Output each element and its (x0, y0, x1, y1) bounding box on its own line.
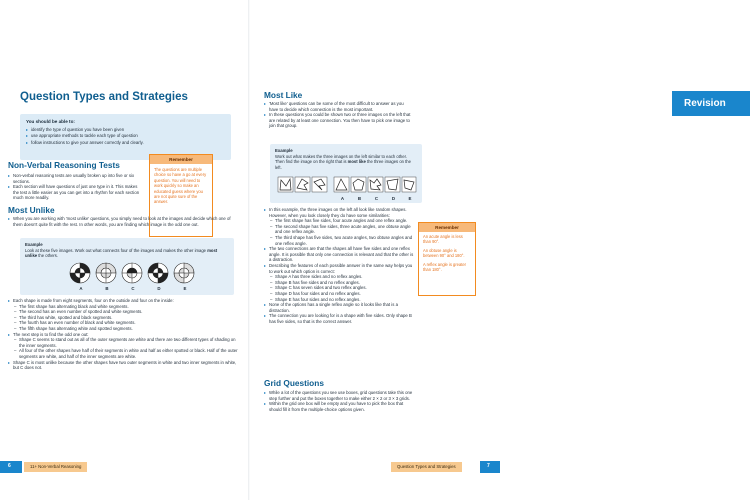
remember-text: The questions are multiple choice so have a go at every question. You will need to work quickly so make an educated guess where you are not quite sure of the answer. (154, 167, 207, 205)
example-box-left (20, 238, 234, 295)
body-subitem: – The fifth shape has alternating white and spotted segments. (8, 326, 240, 332)
body-subitem: – The first shape has alternating black and white segments. (8, 304, 240, 310)
most-unlike-heading: Most Unlike (8, 205, 55, 215)
remember-line: An obtuse angle is between 90° and 180°. (423, 247, 465, 259)
body-bullet: ▸ The connection you are looking for is a shape with five sides. Only shape B has five sides, so that is the correct answer. (264, 313, 414, 324)
remember-title: Remember (150, 155, 212, 164)
remember-title: Remember (419, 223, 475, 232)
intro-bullet: ▸ 'Most like' questions can be some of the most difficult to answer as you have to decide which connection is the most important. (264, 101, 414, 112)
option-label: D (157, 286, 161, 291)
footer-label-right: Question Types and Strategies (391, 462, 462, 472)
revision-tab: Revision (672, 91, 750, 116)
example-text: Work out what makes the three images on the left similar to each other. Then find the image on the right that is most like the three images on the left. (275, 154, 411, 170)
objective-item: ▸ identify the type of question you have been given (26, 127, 226, 133)
nvr-heading: Non-Verbal Reasoning Tests (8, 160, 120, 170)
body-subitem: – Shape E has four sides and no reflex angles. (264, 297, 414, 303)
option-label: C (131, 286, 135, 291)
objectives-heading: You should be able to: (26, 119, 75, 124)
body-bullet: ▸ Each shape is made from eight segments, four on the outside and four on the inside: (8, 298, 240, 304)
right-page (250, 0, 726, 500)
footer-page-tab-left (0, 461, 22, 473)
remember-line: An acute angle is less than 90°. (423, 234, 463, 245)
option-label: B (105, 286, 109, 291)
body-subitem: – Shape C seems to stand out as all of the outer segments are white and there are two different types of shading on the inner segments. (8, 337, 240, 348)
nvr-bullet: ▸ Each section will have questions of just one type in it. This makes the test a little easier as you can get into a rhythm for each section much more readily. (8, 184, 143, 201)
remember-box-right (418, 222, 476, 296)
left-page (0, 0, 250, 500)
body-subitem: – The second has an even number of spotted and white segments. (8, 309, 240, 315)
example-shapes-like (278, 177, 416, 195)
body-bullet: ▸ None of the options has a single reflex angle so it looks like that is a distraction. (264, 302, 414, 313)
option-label: A (340, 196, 345, 201)
intro-bullet: ▸ In these questions you could be shown two or three images on the left that are related by at least one connection. You then have to pick one image to join that group. (264, 112, 414, 129)
grid-bullet: ▸ While a lot of the questions you see use boxes, grid questions take this one step further and put the boxes together to make either 2 × 2 or 3 × 3 grids. (264, 390, 414, 401)
body-bullet: ▸ Describing the features of each possible answer in the same way helps you to work out which option is correct: (264, 263, 414, 274)
option-shape-d (387, 179, 398, 190)
example-text: Look at these five images. Work out what connects four of the images and makes the other image most unlike the others. (25, 248, 218, 259)
body-subitem: – The fourth has an even number of black and white segments. (8, 320, 240, 326)
body-subitem: – Shape C has seven sides and two reflex angles. (264, 285, 414, 291)
body-bullet: ▸ The two connections are that the shapes all have five sides and one reflex angle. It is possible that only one connection is relevant and that the other is a distraction. (264, 246, 414, 263)
example-box-right (270, 144, 422, 203)
option-label: B (357, 196, 362, 201)
grid-bullet: ▸ Within the grid one box will be empty and you have to pick the box that should fill it from the multiple-choice options given. (264, 401, 414, 412)
example-shapes-unlike (68, 261, 198, 285)
page-title: Question Types and Strategies (20, 91, 188, 103)
footer-page-tab-right (480, 461, 500, 473)
most-like-heading: Most Like (264, 90, 303, 100)
footer-label-left: 11+ Non-Verbal Reasoning (24, 462, 87, 472)
body-subitem: – The third has white, spotted and black segments. (8, 315, 240, 321)
page-number-left: 6 (8, 463, 11, 469)
option-label: D (391, 196, 396, 201)
body-bullet: ▸ In this example, the three images on the left all look like random shapes. However, when you look closely they do have some similarities: (264, 207, 414, 218)
body-bullet: ▸ Shape C is most unlike because the other shapes have two outer segments in white and two inner segments in white, but C does not. (8, 360, 240, 371)
option-label: E (183, 286, 187, 291)
body-subitem: – The second shape has five sides, three acute angles, one obtuse angle and one reflex angle. (264, 224, 414, 235)
grid-heading: Grid Questions (264, 378, 324, 388)
objective-item: ▸ use appropriate methods to tackle each type of question (26, 133, 226, 139)
page-number-right: 7 (487, 463, 490, 469)
example-title: Example (275, 148, 293, 153)
body-bullet: ▸ The next step is to find the odd one out: (8, 332, 240, 338)
option-label: C (374, 196, 379, 201)
body-subitem: – The first shape has five sides, four acute angles and one reflex angle. (264, 218, 414, 224)
option-label: A (79, 286, 83, 291)
remember-line: A reflex angle is greater than 180°. (423, 261, 467, 273)
body-subitem: – Shape B has five sides and no reflex angles. (264, 280, 414, 286)
nvr-bullet: ▸ Non-verbal reasoning tests are usually broken up into five or six sections. (8, 173, 143, 184)
option-label: E (408, 196, 412, 201)
body-subitem: – All four of the other shapes have half of their segments in white and half as either spotted or black. Half of the outer segments are white, and half of the inner segments are white. (8, 348, 240, 359)
objective-item: ▸ follow instructions to give your answer correctly and clearly. (26, 140, 226, 146)
body-subitem: – The third shape has five sides, two acute angles, two obtuse angles and one reflex angle. (264, 235, 414, 246)
example-title: Example (25, 242, 43, 247)
most-unlike-bullet: ▸ When you are working with 'most unlike' questions, you simply need to look at the images and decide which one of them doesn't quite fit with the rest. In other words, you are finding which image is the odd one out. (8, 216, 238, 227)
body-subitem: – Shape D has four sides and no reflex angles. (264, 291, 414, 297)
body-subitem: – Shape A has three sides and no reflex angles. (264, 274, 414, 280)
